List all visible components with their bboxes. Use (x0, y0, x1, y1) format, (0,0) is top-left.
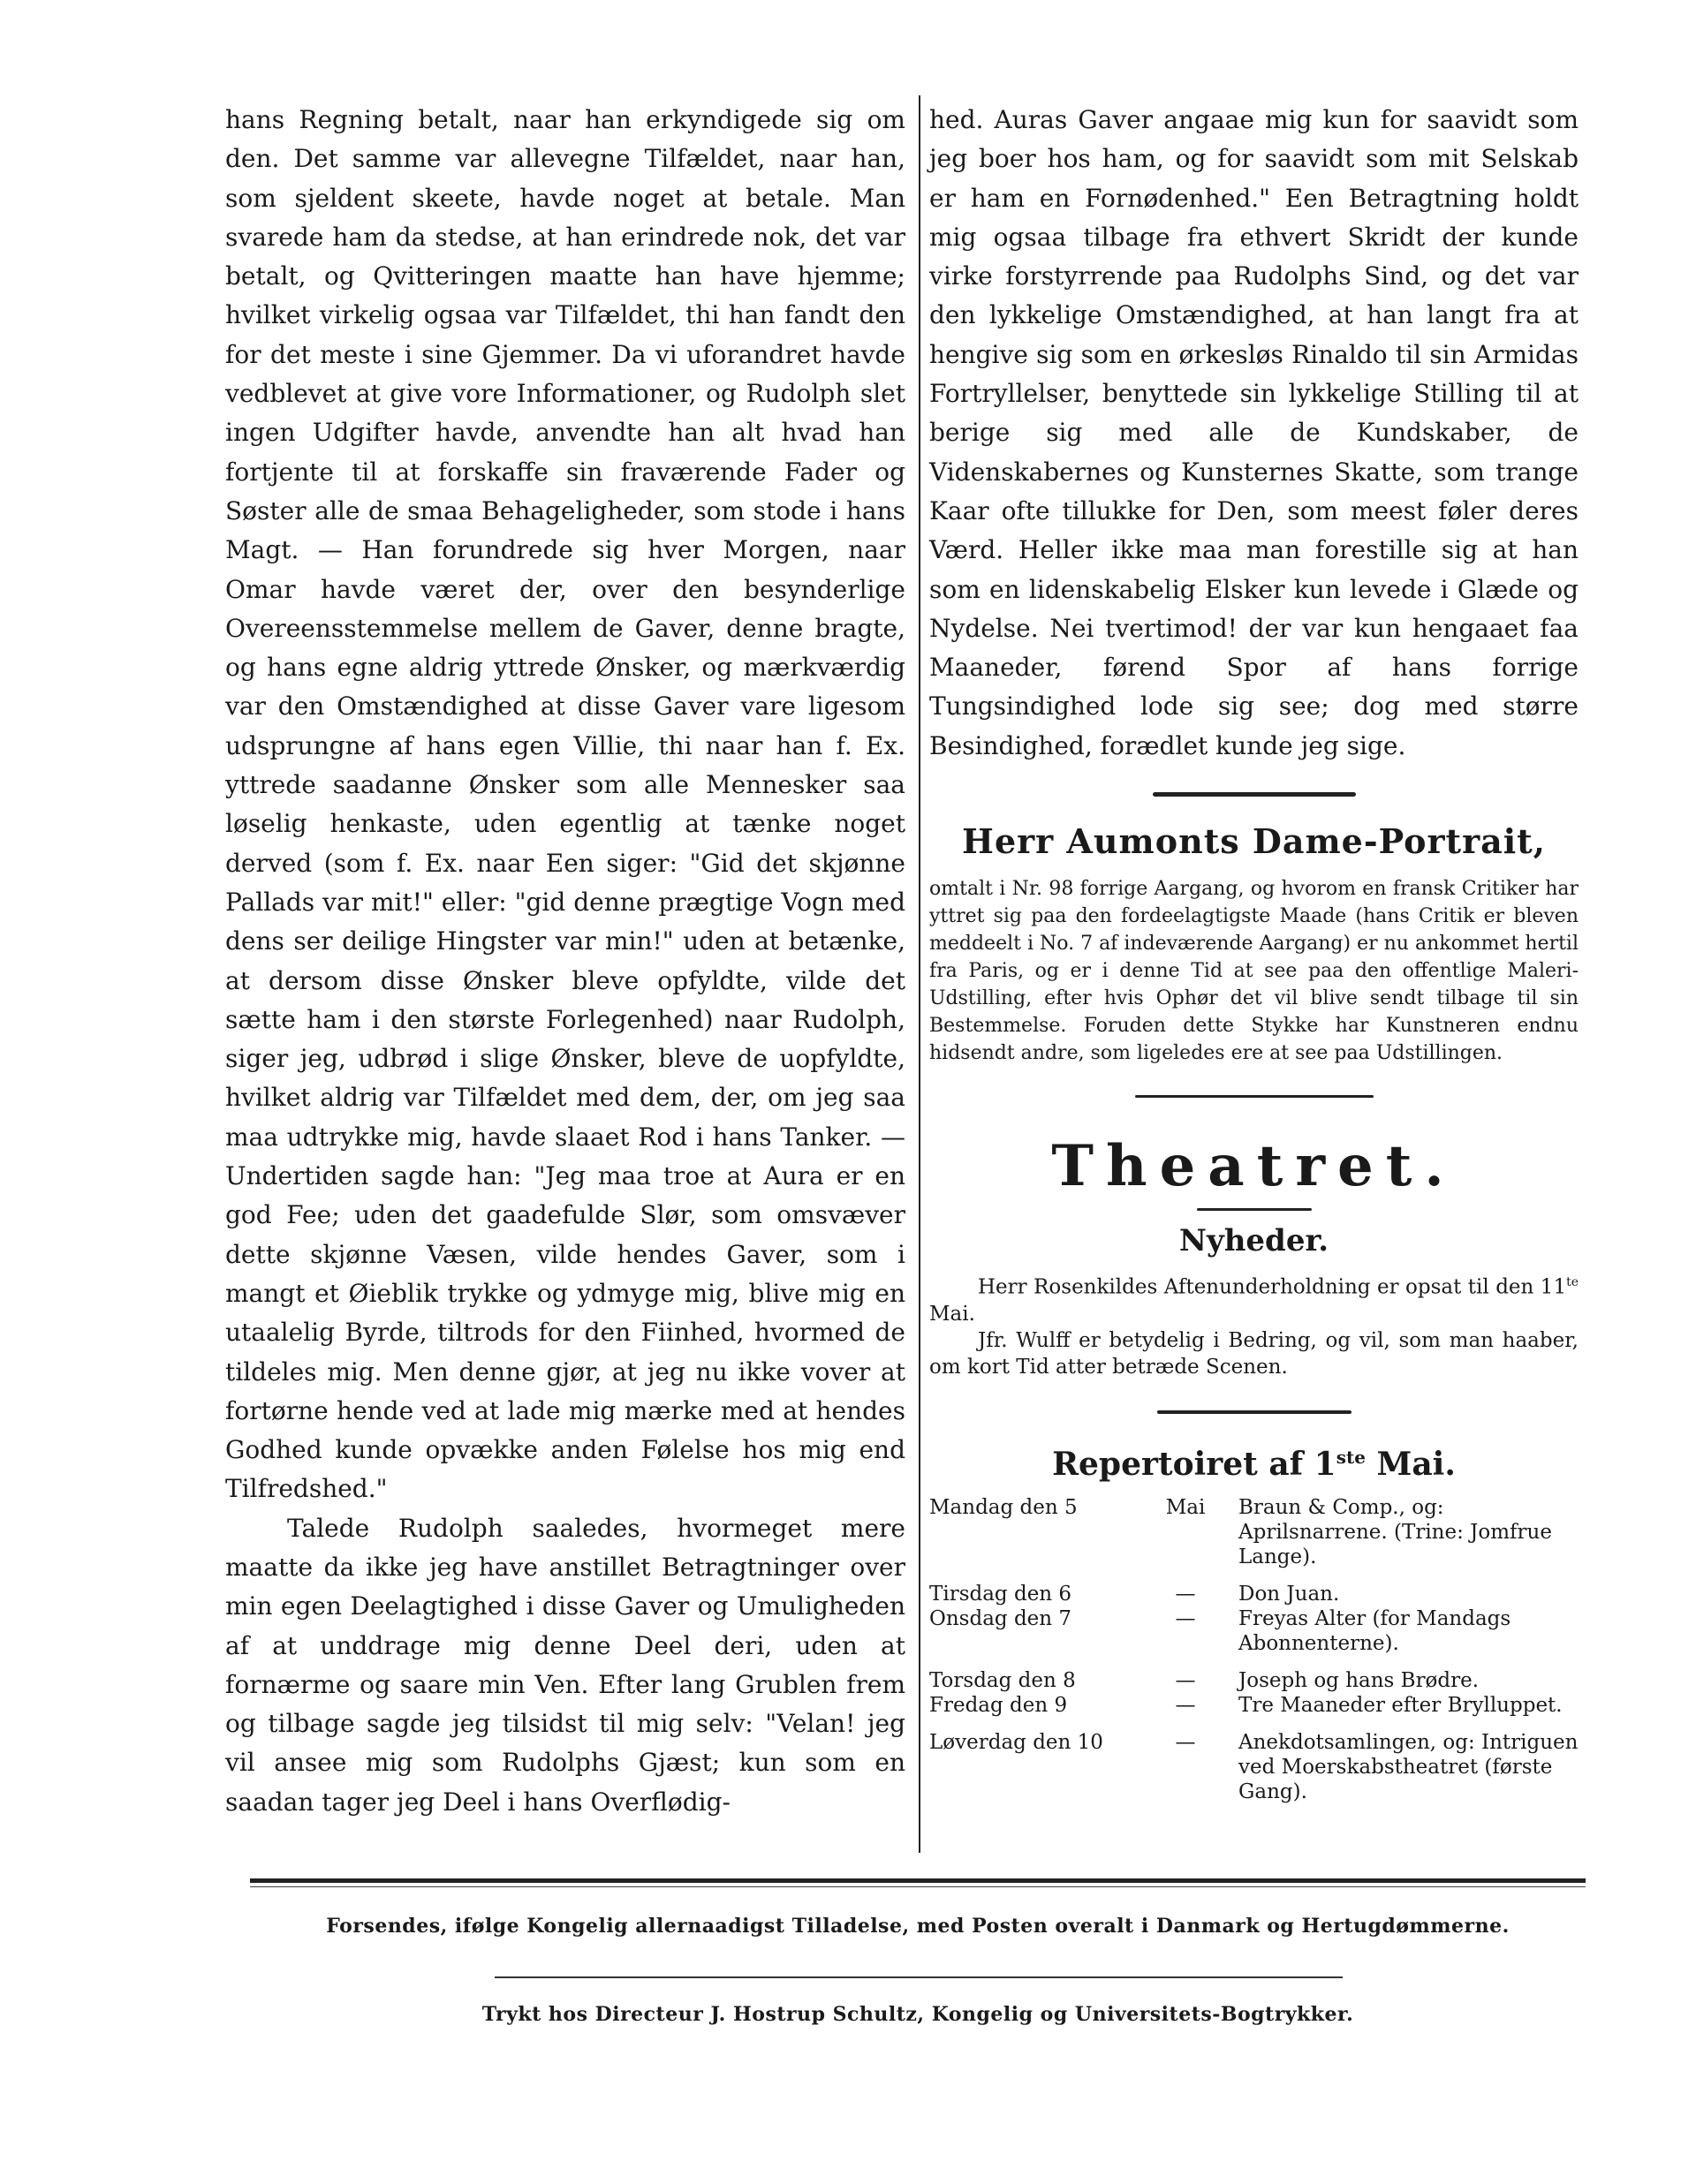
repertoire-play: Joseph og hans Brødre. (1238, 1668, 1480, 1692)
repertoire-month: — (1175, 1730, 1196, 1754)
repertoire-row (929, 1656, 1579, 1693)
left-paragraph-1: hans Regning betalt, naar han erkyndigede sig om den. Det samme var allevegne Tilfældet, naar han, som sjeldent skeete, havde noget at betale. Man svarede ham da stedse, at han erindrede nok, det var betalt, og Qvitteringen maatte han have hjemme; hvilket virkelig ogsaa var Tilfældet, thi han fandt den for det meste i sine Gjemmer. Da vi uforandret havde vedblevet at give vore Informationer, og Rudolph slet ingen Udgifter havde, anvendte han alt hvad han fortjente til at forskaffe sin fraværende Fader og Søster alle de smaa Behageligheder, som stode i hans Magt. — Han forundrede sig hver Morgen, naar Omar havde været der, over den besynderlige Overeensstemmelse mellem de Gaver, denne bragte, og hans egne aldrig yttrede Ønsker, og mærkværdig var den Omstændighed at disse Gaver vare ligesom udsprungne af hans egen Villie, thi naar han f. Ex. yttrede saadanne Ønsker som alle Mennesker saa løselig henkaste, uden egentlig at tænke noget derved (som f. Ex. naar Een siger: "Gid det skjønne Pallads var mit!" eller: "gid denne prægtige Vogn med dens ser deilige Hingster var min!" uden at betænke, at dersom disse Ønsker bleve opfyldte, vilde det sætte ham i den største Forlegenhed) naar Rudolph, siger jeg, udbrød i slige Ønsker, bleve de uopfyldte, hvilket aldrig var Tilfældet med dem, der, om jeg saa maa udtrykke mig, havde slaaet Rod i hans Tanker. — Undertiden sagde han: "Jeg maa troe at Aura er en god Fee; uden det gaadefulde Slør, som omsvæver dette skjønne Væsen, vilde hendes Gaver, som i mangt et Øieblik trykke og ydmyge mig, blive mig en utaalelig Byrde, tiltrods for den Fiinhed, hvormed de tildeles mig. Men denne gjør, at jeg nu ikke vover at fortørne hende ved at lade mig mærke med at hendes Godhed kunde opvække anden Følelse hos mig end Tilfredshed." (225, 105, 905, 1504)
repertoire-day: Tirsdag den 6 (929, 1582, 1072, 1606)
repertoire-row (929, 1569, 1579, 1606)
footer-printer: Trykt hos Directeur J. Hostrup Schultz, Kongelig og Universitets-Bogtrykker. (481, 2003, 1354, 2026)
repertoire-month: — (1175, 1668, 1196, 1692)
right-column (919, 101, 1579, 1804)
repertoire-month: — (1175, 1582, 1196, 1606)
section-divider (1157, 1410, 1352, 1414)
repertoire-month: — (1175, 1606, 1196, 1630)
footer-rule (250, 1878, 1586, 1883)
repertoire-day: Løverdag den 10 (929, 1730, 1103, 1754)
repertoire-play: Tre Maaneder efter Brylluppet. (1238, 1693, 1563, 1717)
repertoire-play: Don Juan. (1238, 1582, 1340, 1606)
repertoire-play: Braun & Comp., og: Aprilsnarrene. (Trine: Jomfrue Lange). (1238, 1495, 1552, 1568)
theatre-heading: Theatret. (1051, 1133, 1457, 1200)
section-divider (1135, 1095, 1374, 1098)
repertoire-row (929, 1606, 1579, 1656)
notice-body: omtalt i Nr. 98 forrige Aargang, og hvorom en fransk Critiker har yttret sig paa den fordeelagtigste Maade (hans Critik er bleven meddeelt i No. 7 af indeværende Aargang) er nu ankommet hertil fra Paris, og er i denne Tid at see paa den offentlige Maleri-Udstilling, efter hvis Ophør det vil blive sendt tilbage til sin Bestemmelse. Foruden dette Stykke har Kunstneren endnu hidsendt andre, som ligeledes ere at see paa Udstillingen. (929, 878, 1579, 1065)
notice-title: Herr Aumonts Dame-Portrait, (962, 821, 1546, 862)
repertoire-day: Onsdag den 7 (929, 1606, 1072, 1630)
footer-rule-thin (250, 1886, 1586, 1887)
repertoire-row (929, 1693, 1579, 1718)
right-paragraph-1: hed. Auras Gaver angaae mig kun for saavidt som jeg boer hos ham, og for saavidt som mit Selskab er ham en Fornødenhed." Een Betragtning holdt mig ogsaa tilbage fra ethvert Skridt der kunde virke forstyrrende paa Rudolphs Sind, og det var den lykkelige Omstændighed, at han langt fra at hengive sig som en ørkesløs Rinaldo til sin Armidas Fortryllelser, benyttede sin lykkelige Stilling til at berige sig med alle de Kundskaber, de Videnskabernes og Kunsternes Skatte, som trange Kaar ofte tillukke for Den, som meest føler deres Værd. Heller ikke maa man forestille sig at han som en lidenskabelig Elsker kun levede i Glæde og Nydelse. Nei tvertimod! der var kun hengaaet faa Maaneder, førend Spor af hans forrige Tungsindighed lode sig see; dog med større Besindighed, forædlet kunde jeg sige. (929, 105, 1579, 760)
footer-divider (495, 1976, 1343, 1978)
left-column (225, 101, 905, 1822)
news-item-1: Herr Rosenkildes Aftenunderholdning er opsat til den $11^{te}$ Mai. (929, 1275, 1579, 1326)
section-divider (1153, 792, 1356, 797)
news-heading: Nyheder. (1178, 1223, 1329, 1259)
repertoire-table (929, 1495, 1579, 1804)
repertoire-play: Anekdotsamlingen, og: Intriguen ved Moerskabstheatret (første Gang). (1238, 1730, 1579, 1803)
repertoire-play: Freyas Alter (for Mandags Abonnenterne). (1238, 1606, 1511, 1655)
repertoire-row (929, 1718, 1579, 1804)
repertoire-month: — (1175, 1693, 1196, 1717)
news-item-2: Jfr. Wulff er betydelig i Bedring, og vil, som man haaber, om kort Tid atter betræde Scenen. (929, 1328, 1579, 1379)
heading-underline (1197, 1208, 1312, 1211)
footer-distribution: Forsendes, ifølge Kongelig allernaadigst Tilladelse, med Posten overalt i Danmark og Hertugdømmerne. (326, 1915, 1510, 1938)
repertoire-month: Mai (1165, 1495, 1206, 1519)
repertoire-day: Mandag den 5 (929, 1495, 1078, 1519)
repertoire-row (929, 1495, 1579, 1569)
repertoire-heading: Repertoiret af 1ste Mai. (1052, 1445, 1456, 1483)
repertoire-day: Fredag den 9 (929, 1693, 1068, 1717)
repertoire-day: Torsdag den 8 (929, 1668, 1076, 1692)
left-paragraph-2: Talede Rudolph saaledes, hvormeget mere maatte da ikke jeg have anstillet Betragtninger over min egen Deelagtighed i disse Gaver og Umuligheden af at unddrage mig denne Deel deri, uden at fornærme og saare min Ven. Efter lang Grublen frem og tilbage sagde jeg tilsidst til mig selv: "Velan! jeg vil ansee mig som Rudolphs Gjæst; kun som en saadan tager jeg Deel i hans Overflødig- (225, 1513, 905, 1817)
